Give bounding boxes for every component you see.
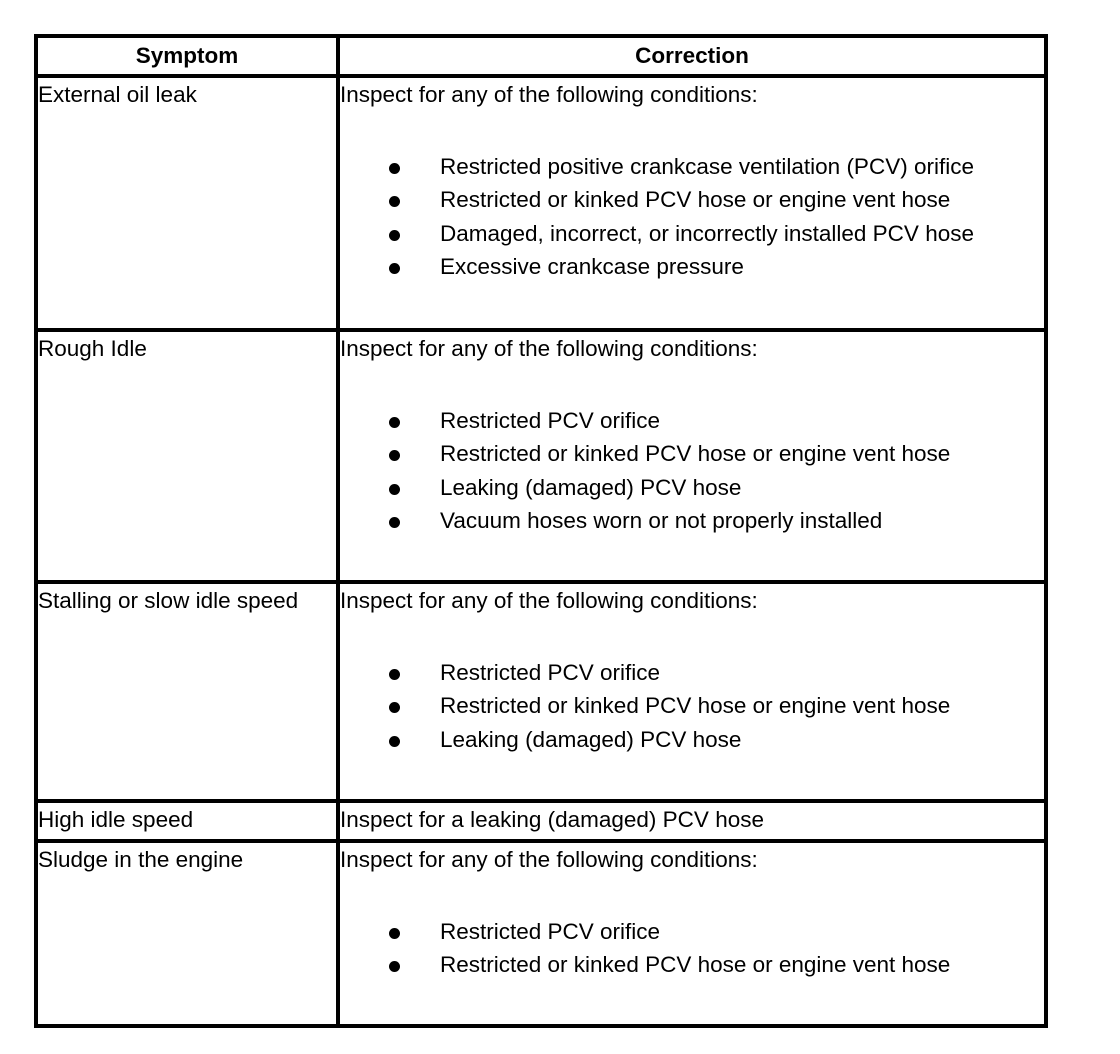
condition-text: Restricted or kinked PCV hose or engine vent hose xyxy=(440,187,951,212)
symptom-cell: Stalling or slow idle speed xyxy=(36,582,338,801)
condition-text: Restricted PCV orifice xyxy=(440,407,661,433)
header-row xyxy=(36,36,1046,76)
condition-list xyxy=(340,404,1044,538)
bullet-icon xyxy=(389,230,400,241)
symptom-cell: Rough Idle xyxy=(36,330,338,582)
correction-cell xyxy=(338,801,1046,841)
table-row xyxy=(36,801,1046,841)
bullet-icon xyxy=(389,669,400,680)
bullet-icon xyxy=(389,163,400,174)
bullet-icon xyxy=(389,517,400,528)
bullet-icon xyxy=(389,196,400,207)
condition-text: Restricted or kinked PCV hose or engine vent hose xyxy=(440,441,951,466)
correction-intro: Inspect for any of the following conditions: xyxy=(340,336,758,361)
correction-intro: Inspect for any of the following conditions: xyxy=(340,588,758,613)
list-item xyxy=(340,250,1044,284)
symptom-cell: Sludge in the engine xyxy=(36,841,338,1026)
condition-text: Restricted PCV orifice xyxy=(440,659,661,685)
condition-text: Restricted or kinked PCV hose or engine vent hose xyxy=(440,693,951,718)
condition-list xyxy=(340,150,1044,284)
symptom-cell: External oil leak xyxy=(36,76,338,330)
table-row xyxy=(36,76,1046,330)
condition-list xyxy=(340,656,1044,757)
list-item xyxy=(340,437,1044,471)
correction-column-header: Correction xyxy=(338,36,1046,76)
symptom-cell: High idle speed xyxy=(36,801,338,841)
condition-text: Restricted positive crankcase ventilation (PCV) orifice xyxy=(440,153,974,179)
condition-text: Vacuum hoses worn or not properly installed xyxy=(440,508,883,533)
condition-text: Damaged, incorrect, or incorrectly installed PCV hose xyxy=(440,220,974,246)
bullet-icon xyxy=(389,702,400,713)
condition-text: Excessive crankcase pressure xyxy=(440,254,744,279)
bullet-icon xyxy=(389,417,400,428)
list-item xyxy=(340,723,1044,757)
symptom-column-header: Symptom xyxy=(36,36,338,76)
list-item xyxy=(340,183,1044,217)
list-item xyxy=(340,656,1044,690)
bullet-icon xyxy=(389,450,400,461)
list-item xyxy=(340,150,1044,184)
correction-intro: Inspect for a leaking (damaged) PCV hose xyxy=(340,807,764,832)
condition-text: Restricted PCV orifice xyxy=(440,918,661,944)
list-item xyxy=(340,504,1044,538)
correction-cell xyxy=(338,330,1046,582)
list-item xyxy=(340,217,1044,251)
correction-cell xyxy=(338,582,1046,801)
table-row xyxy=(36,841,1046,1026)
correction-intro: Inspect for any of the following conditions: xyxy=(340,82,758,107)
list-item xyxy=(340,404,1044,438)
symptom-correction-table xyxy=(34,34,1048,1028)
condition-list xyxy=(340,915,1044,982)
bullet-icon xyxy=(389,263,400,274)
list-item xyxy=(340,471,1044,505)
bullet-icon xyxy=(389,484,400,495)
bullet-icon xyxy=(389,961,400,972)
list-item xyxy=(340,948,1044,982)
correction-cell xyxy=(338,841,1046,1026)
condition-text: Leaking (damaged) PCV hose xyxy=(440,474,742,500)
table-row xyxy=(36,330,1046,582)
condition-text: Leaking (damaged) PCV hose xyxy=(440,726,742,752)
bullet-icon xyxy=(389,928,400,939)
table-row xyxy=(36,582,1046,801)
correction-intro: Inspect for any of the following conditions: xyxy=(340,847,758,872)
bullet-icon xyxy=(389,736,400,747)
condition-text: Restricted or kinked PCV hose or engine vent hose xyxy=(440,952,951,977)
list-item xyxy=(340,689,1044,723)
correction-cell xyxy=(338,76,1046,330)
list-item xyxy=(340,915,1044,949)
